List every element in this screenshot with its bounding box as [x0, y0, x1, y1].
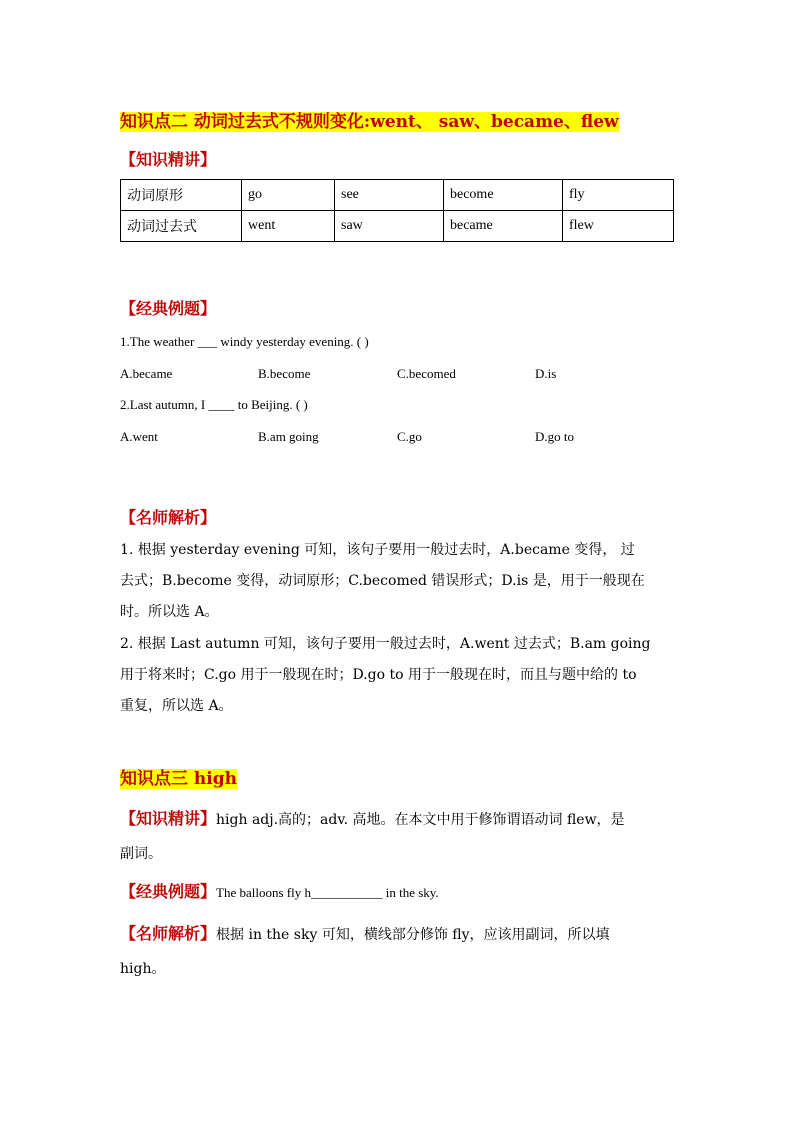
table-cell: fly — [563, 180, 674, 211]
analysis-line: 2. 根据 Last autumn 可知，该句子要用一般过去时，A.went 过去式；B.am going — [120, 636, 651, 652]
kp2-title — [120, 107, 619, 132]
table-cell: saw — [335, 211, 444, 242]
q1-option-c: C.becomed — [397, 366, 456, 381]
analysis-line: 去式；B.become 变得，动词原形；C.becomed 错误形式；D.is 是，用于一般现在 — [120, 573, 645, 589]
kp3-explain-label: 【知识精讲】 — [120, 809, 217, 828]
table-cell: became — [444, 211, 563, 242]
kp3-title-text: 知识点三 high — [120, 769, 237, 789]
q2-option-b: B.am going — [258, 429, 319, 444]
analysis-line: 重复，所以选 A。 — [120, 698, 233, 714]
kp3-analysis-line-1 — [120, 921, 610, 944]
analysis-header: 【名师解析】 — [120, 508, 217, 527]
verb-table — [120, 179, 674, 242]
question-2: 2.Last autumn, I ____ to Beijing. ( ) — [120, 397, 308, 412]
table-cell: become — [444, 180, 563, 211]
q1-option-a: A.became — [120, 366, 173, 381]
examples-header: 【经典例题】 — [120, 299, 217, 318]
kp3-example-line — [120, 879, 439, 902]
kp3-example-text: The balloons fly h___________ in the sky. — [216, 885, 439, 900]
analysis-line: 1. 根据 yesterday evening 可知，该句子要用一般过去时，A.became 变得， 过 — [120, 542, 635, 558]
kp3-explain-text: high adj.高的；adv. 高地。在本文中用于修饰谓语动词 flew，是 — [216, 812, 625, 828]
table-row — [121, 180, 674, 211]
kp3-analysis-line-2: high。 — [120, 961, 166, 977]
kp2-title-text: 知识点二 动词过去式不规则变化:went、 saw、became、flew — [120, 112, 619, 132]
table-cell: flew — [563, 211, 674, 242]
kp3-example-label: 【经典例题】 — [120, 882, 217, 901]
question-1: 1.The weather ___ windy yesterday evening. ( ) — [120, 334, 369, 349]
q2-option-c: C.go — [397, 429, 422, 444]
table-cell: 动词过去式 — [121, 211, 242, 242]
q2-option-a: A.went — [120, 429, 158, 444]
kp3-analysis-text: 根据 in the sky 可知，横线部分修饰 fly，应该用副词，所以填 — [216, 927, 610, 943]
q1-option-b: B.become — [258, 366, 311, 381]
table-cell: 动词原形 — [121, 180, 242, 211]
table-row — [121, 211, 674, 242]
kp3-analysis-label: 【名师解析】 — [120, 924, 217, 943]
table-cell: see — [335, 180, 444, 211]
table-cell: go — [242, 180, 335, 211]
q2-option-d: D.go to — [535, 429, 574, 444]
analysis-line: 用于将来时；C.go 用于一般现在时；D.go to 用于一般现在时，而且与题中给的 to — [120, 667, 637, 683]
analysis-line: 时。所以选 A。 — [120, 604, 219, 620]
table-cell: went — [242, 211, 335, 242]
kp2-explain-header: 【知识精讲】 — [120, 150, 217, 169]
q1-option-d: D.is — [535, 366, 557, 381]
kp3-explain-line-1 — [120, 806, 625, 829]
kp3-explain-line-2: 副词。 — [120, 846, 162, 862]
kp3-title — [120, 764, 237, 789]
